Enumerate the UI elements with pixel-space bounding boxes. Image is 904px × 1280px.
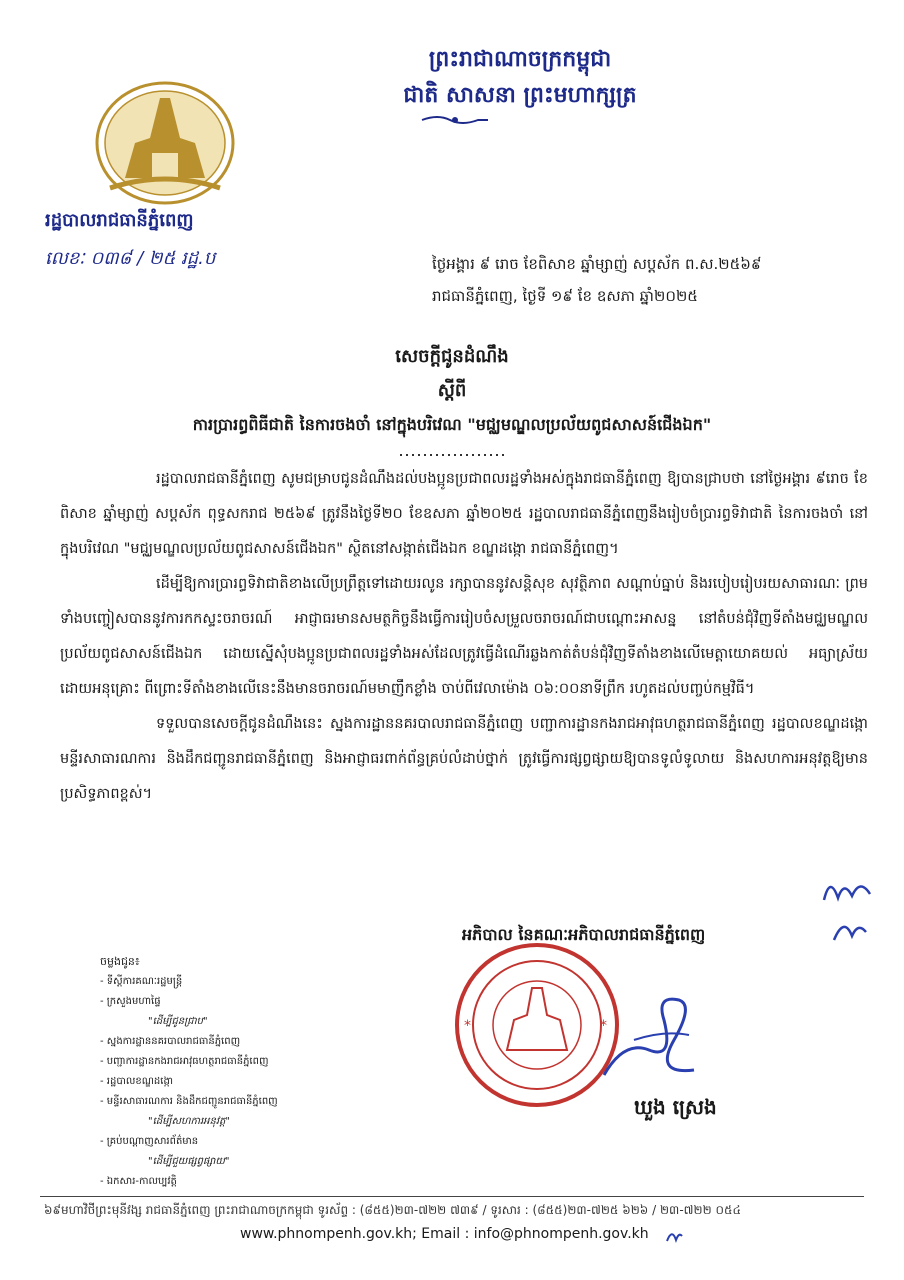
header-kingdom-block	[330, 42, 710, 114]
recipients-list	[100, 952, 340, 1192]
recipient-item: - រដ្ឋបាលខណ្ឌដង្កោ	[100, 1072, 340, 1092]
ornament-divider-icon	[420, 112, 490, 128]
svg-text:*: *	[600, 1018, 607, 1034]
handwritten-initial-icon	[820, 870, 880, 910]
solar-date: រាជធានីភ្នំពេញ, ថ្ងៃទី ១៩ ខែ ឧសភា ឆ្នាំ២០២៥	[432, 287, 698, 305]
signer-title: អភិបាល នៃគណៈអភិបាលរាជធានីភ្នំពេញ	[462, 925, 706, 944]
body-paragraph-1: រដ្ឋបាលរាជធានីភ្នំពេញ សូមជម្រាបជូនដំណឹងដល់បងប្អូនប្រជាពលរដ្ឋទាំងអស់ក្នុងរាជធានីភ្នំពេញ ឱ្យបានជ្រាបថា នៅថ្ងៃអង្គារ ៩រោច ខែពិសាខ ឆ្នាំម្សាញ់ សប្តស័ក ពុទ្ធសករាជ ២៥៦៩ ត្រូវនឹងថ្ងៃទី២០ ខែឧសភា ឆ្នាំ២០២៥ រដ្ឋបាលរាជធានីភ្នំពេញនឹងរៀបចំប្រារព្ធទិវាជាតិ នៃការចងចាំ នៅក្នុងបរិវេណ "មជ្ឈមណ្ឌលប្រល័យពូជសាសន៍ជើងឯក" ស្ថិតនៅសង្កាត់ជើងឯក ខណ្ឌដង្កោ រាជធានីភ្នំពេញ។	[60, 471, 868, 557]
body-paragraph-2: ដើម្បីឱ្យការប្រារព្ធទិវាជាតិខាងលើប្រព្រឹត្តទៅដោយរលូន រក្សាបាននូវសន្តិសុខ សុវត្ថិភាព សណ្តាប់ធ្នាប់ និងរបៀបរៀបរយសាធារណៈ ព្រមទាំងបញ្ចៀសបាននូវការកកស្ទះចរាចរណ៍ អាជ្ញាធរមានសមត្ថកិច្ចនឹងធ្វើការរៀបចំសម្រួលចរាចរណ៍ជាបណ្តោះអាសន្ន នៅតំបន់ជុំវិញទីតាំងមជ្ឈមណ្ឌលប្រល័យពូជសាសន៍ជើងឯក ដោយស្នើសុំបងប្អូនប្រជាពលរដ្ឋទាំងអស់ដែលត្រូវធ្វើដំណើរឆ្លងកាត់តំបន់ជុំវិញទីតាំងខាងលើមេត្តាយោគយល់ អធ្យាស្រ័យ ដោយអនុគ្រោះ ពីព្រោះទីតាំងខាងលើនេះនឹងមានចរាចរណ៍មមាញឹកខ្លាំង ចាប់ពីវេលាម៉ោង ០៦:០០នាទីព្រឹក រហូតដល់បញ្ចប់កម្មវិធី។	[60, 576, 868, 697]
kingdom-title: ព្រះរាជាណាចក្រកម្ពុជា	[428, 47, 612, 72]
document-reference-number: លេខៈ ០៣៨ / ២៥ រដ្ឋ.ប	[45, 248, 216, 269]
notice-body	[60, 462, 868, 812]
ministry-seal-logo-icon	[90, 78, 240, 208]
footer-address: ៦៩មហាវិថីព្រះមុនីវង្ស រាជធានីភ្នំពេញ ព្រះរាជាណាចក្រកម្ពុជា ទូរស័ព្ទ : (៨៥៥)២៣-៧២២ ៧៣៩ / ទូរសារ : (៨៥៥)២៣-៧២៥ ៦២៦ / ២៣-៧២២ ០៥៤	[44, 1203, 741, 1217]
signer-initial-icon	[830, 912, 870, 952]
recipients-header: ចម្លងជូន៖	[100, 955, 140, 968]
recipient-note: "ដើម្បីជួយផ្សព្វផ្សាយ"	[148, 1156, 230, 1167]
recipient-item: - ឯកសារ-កាលប្បវត្តិ	[100, 1172, 340, 1192]
footer-web-email: www.phnompenh.gov.kh; Email : info@phnompenh.gov.kh	[240, 1226, 649, 1242]
recipient-note: "ដើម្បីសហការអនុវត្ត"	[148, 1116, 231, 1127]
notice-subject: ការប្រារព្ធពិធីជាតិ នៃការចងចាំ នៅក្នុងបរិវេណ "មជ្ឈមណ្ឌលប្រល័យពូជសាសន៍ជើងឯក"	[192, 415, 712, 434]
body-paragraph-3: ទទួលបានសេចក្តីជូនដំណឹងនេះ ស្នងការដ្ឋាននគរបាលរាជធានីភ្នំពេញ បញ្ជាការដ្ឋានកងរាជអាវុធហត្ថរាជធានីភ្នំពេញ រដ្ឋបាលខណ្ឌដង្កោ មន្ទីរសាធារណការ និងដឹកជញ្ជូនរាជធានីភ្នំពេញ និងអាជ្ញាធរពាក់ព័ន្ធគ្រប់លំដាប់ថ្នាក់ ត្រូវធ្វើការផ្សព្វផ្សាយឱ្យបានទូលំទូលាយ និងសហការអនុវត្តឱ្យមានប្រសិទ្ធភាពខ្ពស់។	[60, 716, 868, 802]
kingdom-motto: ជាតិ សាសនា ព្រះមហាក្សត្រ	[403, 83, 637, 108]
svg-text:*: *	[464, 1018, 471, 1034]
lunar-date: ថ្ងៃអង្គារ ៩ រោច ខែពិសាខ ឆ្នាំម្សាញ់ សប្តស័ក ព.ស.២៥៦៩	[432, 255, 762, 273]
issuing-organization: រដ្ឋបាលរាជធានីភ្នំពេញ	[45, 210, 194, 231]
dotted-divider-icon	[400, 452, 504, 458]
signer-name: ឃួង ស្រេង	[634, 1095, 717, 1119]
recipient-item: - គ្រប់បណ្តាញសារព័ត៌មាន	[100, 1132, 340, 1152]
recipient-item: - ស្នងការដ្ឋាននគរបាលរាជធានីភ្នំពេញ	[100, 1032, 340, 1052]
recipient-item: - បញ្ជាការដ្ឋានកងរាជអាវុធហត្ថរាជធានីភ្នំពេញ	[100, 1052, 340, 1072]
recipient-item: - ក្រសួងមហាផ្ទៃ	[100, 992, 340, 1012]
footer-initial-icon	[664, 1226, 684, 1246]
notice-title: សេចក្តីជូនដំណឹង	[395, 346, 509, 367]
recipient-note: "ដើម្បីជូនជ្រាប"	[148, 1016, 208, 1027]
recipient-item: - ទីស្តីការគណៈរដ្ឋមន្ត្រី	[100, 972, 340, 992]
handwritten-signature-icon	[594, 980, 704, 1090]
date-block	[432, 248, 872, 312]
notice-title-block	[60, 340, 844, 442]
footer-divider	[40, 1196, 864, 1197]
recipient-item: - មន្ទីរសាធារណការ និងដឹកជញ្ជូនរាជធានីភ្នំពេញ	[100, 1092, 340, 1112]
notice-subject-label: ស្តីពី	[437, 380, 467, 401]
